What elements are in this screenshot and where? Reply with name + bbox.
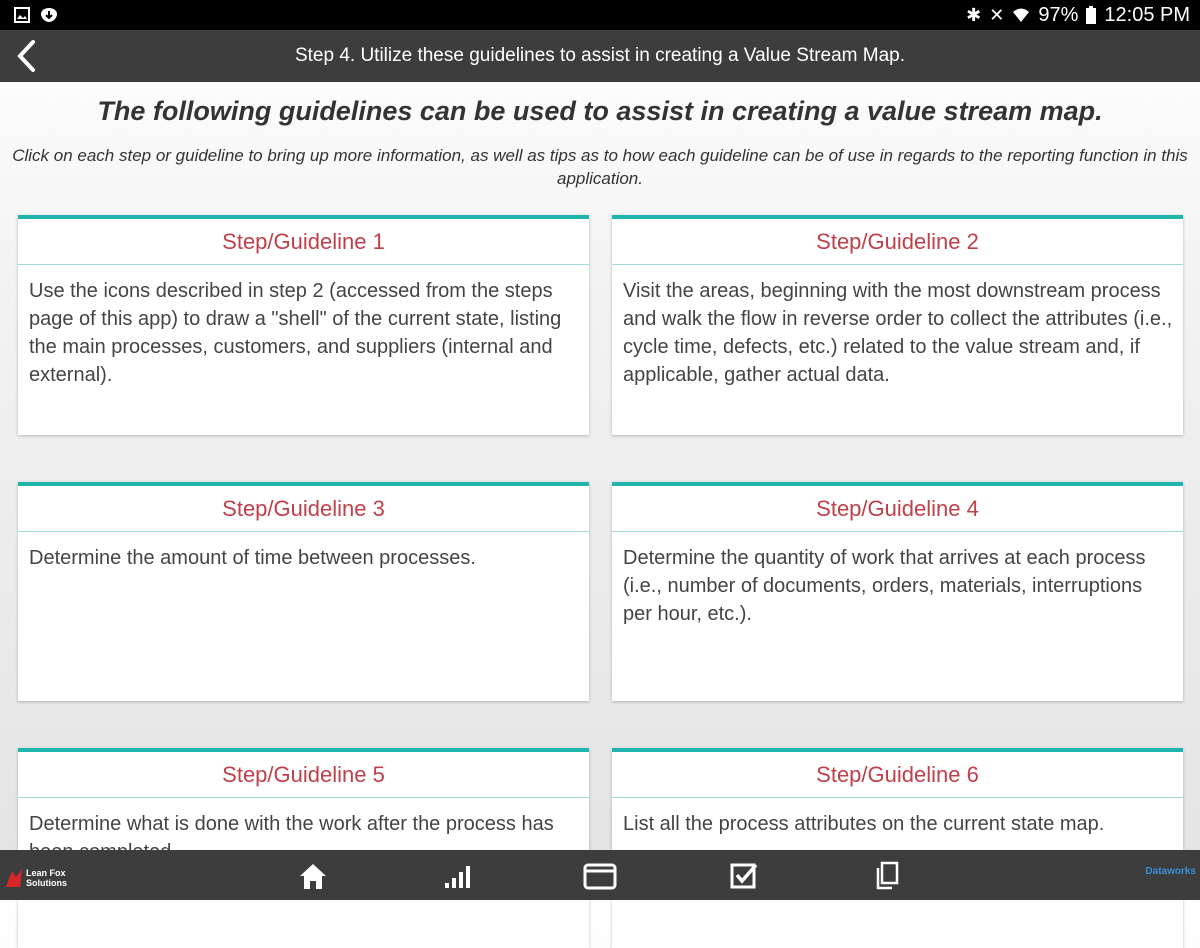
mute-icon: ✕ (989, 5, 1005, 25)
card-title: Step/Guideline 5 (18, 752, 589, 798)
document-icon (873, 861, 901, 891)
headline: The following guidelines can be used to assist in creating a value stream map. (97, 96, 1103, 126)
card-body: Determine the amount of time between processes. (29, 547, 476, 569)
guideline-card-3[interactable] (18, 482, 589, 701)
back-button[interactable] (6, 36, 46, 76)
card-body: Visit the areas, beginning with the most downstream process and walk the flow in reverse order to collect the attributes (i.e., cycle time, defects, etc.) related to the value stream and, if applicable, gather actual data. (623, 280, 1173, 386)
nav-documents-button[interactable] (870, 860, 904, 892)
card-title: Step/Guideline 3 (18, 486, 589, 532)
card-body: Determine the quantity of work that arrives at each process (i.e., number of documents, orders, materials, interruptions per hour, etc.). (623, 547, 1146, 625)
guideline-card-4[interactable] (612, 482, 1183, 701)
guideline-card-5[interactable] (18, 748, 589, 948)
window-icon (583, 862, 617, 890)
download-notification-icon (40, 7, 58, 23)
app-bar (0, 30, 1200, 82)
guideline-card-2[interactable] (612, 215, 1183, 435)
card-body: List all the process attributes on the current state map. (623, 813, 1105, 835)
home-icon (298, 862, 328, 890)
checkbox-icon (729, 862, 759, 890)
lean-fox-logo (4, 863, 74, 893)
fox-logo-icon (4, 867, 24, 889)
main-content[interactable] (0, 82, 1200, 850)
logo-text: Lean Fox Solutions (26, 868, 67, 888)
card-body: Determine what is done with the work after the process has (29, 813, 554, 835)
gallery-notification-icon (14, 7, 30, 23)
instructions-text: Click on each step or guideline to bring up more information, as well as tips as to how each guideline can be of use in regards to the reporting function in this application. (12, 146, 1188, 188)
battery-icon (1086, 6, 1096, 24)
card-title: Step/Guideline 6 (612, 752, 1183, 798)
bottom-nav-bar (0, 850, 1200, 900)
battery-percent: 97% (1038, 3, 1079, 26)
nav-home-button[interactable] (296, 860, 330, 892)
page-title: Step 4. Utilize these guidelines to assist in creating a Value Stream Map. (294, 45, 906, 66)
bluetooth-icon: ✱ (966, 5, 982, 25)
clock: 12:05 PM (1104, 3, 1190, 26)
signal-bars-icon (443, 863, 471, 889)
card-title: Step/Guideline 1 (18, 219, 589, 265)
guideline-card-1[interactable] (18, 215, 589, 435)
chevron-left-icon (15, 39, 37, 73)
brand-logo-right: Dataworks (1145, 866, 1196, 877)
status-bar (0, 0, 1200, 30)
wifi-icon (1012, 7, 1030, 23)
card-title: Step/Guideline 2 (612, 219, 1183, 265)
nav-checklist-button[interactable] (727, 860, 761, 892)
guideline-card-6[interactable] (612, 748, 1183, 948)
card-body: Use the icons described in step 2 (accessed from the steps page of this app) to draw a "shell" of the current state, listing the main processes, customers, and suppliers (internal and external). (29, 280, 562, 386)
nav-reports-button[interactable] (440, 860, 474, 892)
card-title: Step/Guideline 4 (612, 486, 1183, 532)
nav-window-button[interactable] (583, 860, 617, 892)
